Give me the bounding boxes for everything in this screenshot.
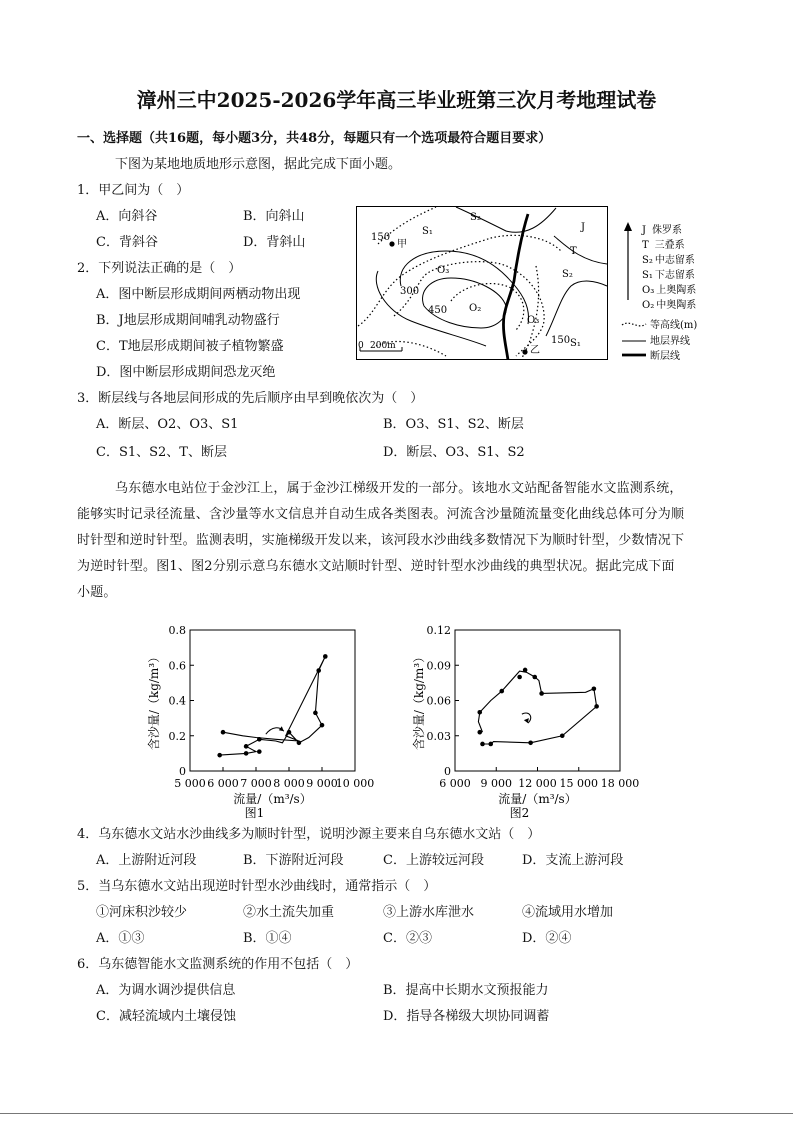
y-tick-label: 0.03 [426,729,451,743]
passage-line: 能够实时记录径流量、含沙量等水文信息并自动生成各类图表。河流含沙量随流量变化曲线总体可分为顺 [77,507,685,522]
passage-line: 为逆时针型。图1、图2分别示意乌东德水文站顺时针型、逆时针型水沙曲线的典型状况。据此完成下面 [77,559,675,574]
x-tick-label: 6 000 [439,777,471,790]
legend-contour-label: 等高线(m) [650,320,698,331]
q4-option-a: A．上游附近河段 [96,853,197,868]
contour-line [358,235,561,326]
q5-option-c: C．②③ [383,931,432,946]
q2-option-c: C．T地层形成期间被子植物繁盛 [96,339,284,354]
svg-text:O₃上奥陶系: O₃ 上奥陶系 [642,285,697,296]
data-point [316,668,321,673]
label-jia: 甲 [397,239,407,250]
data-point [257,749,262,754]
data-point [217,753,222,758]
q1-option-b: B．向斜山 [243,209,305,224]
chart-title: 图2 [509,806,530,820]
x-tick-label: 18 000 [600,777,640,790]
scale-zero: 0 [358,341,364,351]
x-axis-label: 流量/（m³/s） [498,792,577,806]
label-o2: O₂ [469,303,482,314]
passage-line: 小题。 [77,585,117,600]
question-3: 3．断层线与各地层间形成的先后顺序由早到晚依次为（ ） [77,391,424,406]
svg-text:O₂中奥陶系: O₂ 中奥陶系 [642,300,697,311]
legend-contour-symbol [622,323,646,326]
point-jia [389,241,394,246]
svg-text:T三叠系: T 三叠系 [642,240,685,251]
strata-boundary [546,281,607,336]
q3-option-b: B．O3、S1、S2、断层 [383,417,524,432]
data-point [594,704,599,709]
label-yi: 乙 [530,345,540,356]
page-title: 漳州三中2025-2026学年高三毕业班第三次月考地理试卷 [136,88,657,112]
label-s1-east: S₁ [570,338,581,349]
series-line [220,656,326,755]
q2-option-a: A．图中断层形成期间两栖动物出现 [96,287,301,302]
q5-statement-3: ③上游水库泄水 [383,905,475,920]
question-5: 5．当乌东德水文站出现逆时针型水沙曲线时，通常指示（ ） [77,879,437,894]
q1-option-a: A．向斜谷 [96,209,158,224]
y-tick-label: 0.12 [426,624,451,637]
label-j: J [581,222,586,233]
question-1: 1．甲乙间为（ ） [77,183,190,198]
svg-text:S₁下志留系: S₁ 下志留系 [642,270,695,281]
y-tick-label: 0.4 [168,694,186,708]
data-point [532,675,537,680]
data-point [244,744,249,749]
q3-option-d: D．断层、O3、S1、S2 [383,445,525,460]
q4-option-c: C．上游较远河段 [383,853,484,868]
data-point [560,733,565,738]
q3-option-c: C．S1、S2、T、断层 [96,445,227,460]
data-point [244,751,249,756]
q5-statement-1: ①河床积沙较少 [96,905,188,920]
y-tick-label: 0.06 [426,694,451,708]
x-axis-label: 流量/（m³/s） [233,792,312,806]
map-legend [618,222,718,367]
data-point [488,742,493,747]
chart-figure-2 [405,618,655,828]
data-point [313,711,318,716]
q5-statement-2: ②水土流失加重 [243,905,335,920]
label-contour-300: 300 [400,286,420,297]
page-bottom-rule [0,1113,793,1114]
chart-title: 图1 [244,806,265,820]
strata-boundary [423,278,507,328]
label-contour-150: 150 [371,232,391,243]
data-point [297,741,302,746]
arrowhead-icon [279,726,284,731]
y-tick-label: 0.09 [426,659,451,673]
label-contour-150-east: 150 [551,335,571,346]
label-o3: O₃ [437,265,450,276]
data-point [287,730,292,735]
x-tick-label: 5 000 [174,777,206,790]
svg-text:S₂中志留系: S₂ 中志留系 [642,255,695,266]
question-4: 4．乌东德水文站水沙曲线多为顺时针型，说明沙源主要来自乌东德水文站（ ） [77,827,541,842]
point-yi [522,349,527,354]
data-point [528,741,533,746]
passage-line: 乌东德水电站位于金沙江上，属于金沙江梯级开发的一部分。该地水文站配备智能水文监测系统， [115,481,683,496]
legend-fault-label: 断层线 [650,351,680,362]
q6-option-b: B．提高中长期水文预报能力 [383,983,549,998]
x-tick-label: 6 000 [207,777,239,790]
y-axis-label: 含沙量/（kg/m³） [412,650,426,751]
q6-option-d: D．指导各梯级大坝协同调蓄 [383,1009,550,1024]
x-tick-label: 10 000 [335,777,375,790]
series-line [478,671,596,744]
label-s1: S₁ [422,226,433,237]
q6-option-c: C．减轻流域内土壤侵蚀 [96,1009,236,1024]
question-6: 6．乌东德智能水文监测系统的作用不包括（ ） [77,957,359,972]
label-s2: S₂ [470,212,481,223]
y-axis-label: 含沙量/（kg/m³） [147,650,161,751]
q1-option-c: C．背斜谷 [96,235,158,250]
data-point [477,730,482,735]
y-tick-label: 0.8 [168,624,186,637]
legend-boundary-label: 地层界线 [650,336,690,347]
section-heading: 一、选择题（共16题，每小题3分，共48分，每题只有一个选项最符合题目要求） [77,131,552,146]
x-tick-label: 12 000 [518,777,557,790]
x-tick-label: 8 000 [273,777,305,790]
y-tick-label: 0 [444,765,451,778]
q6-option-a: A．为调水调沙提供信息 [96,983,236,998]
x-tick-label: 9 000 [480,777,512,790]
data-point [323,654,328,659]
arrow-up-icon [624,222,632,231]
q5-option-b: B．①④ [243,931,292,946]
label-t: T [570,246,577,257]
svg-text:J侏罗系: J 侏罗系 [642,225,683,236]
chart-figure-1 [140,618,390,828]
q1-option-d: D．背斜山 [243,235,306,250]
q5-option-a: A．①③ [96,931,145,946]
contour-line [451,284,524,330]
geology-map [356,206,608,360]
y-tick-label: 0.6 [168,659,186,673]
q2-option-d: D．图中断层形成期间恐龙灭绝 [96,365,276,380]
question-2: 2．下列说法正确的是（ ） [77,261,242,276]
data-point [320,723,325,728]
passage-line: 时针型和逆时针型。监测表明，实施梯级开发以来，该河段水沙曲线多数情况下为顺时针型，少数情况下 [77,533,685,548]
q5-option-d: D．②④ [522,931,572,946]
data-point [592,686,597,691]
label-s2-east: S₂ [562,269,573,280]
y-tick-label: 0.2 [168,729,186,743]
data-point [523,668,528,673]
data-point [517,675,522,680]
q5-statement-4: ④流域用水增加 [522,905,614,920]
q4-option-b: B．下游附近河段 [243,853,344,868]
intro-text: 下图为某地地质地形示意图，据此完成下面小题。 [115,157,402,172]
x-tick-label: 15 000 [559,777,598,790]
data-point [539,691,544,696]
data-point [257,737,262,742]
label-contour-450: 450 [428,305,448,316]
x-tick-label: 7 000 [240,777,272,790]
plot-frame [190,630,355,771]
data-point [480,742,485,747]
data-point [221,730,226,735]
q3-option-a: A．断层、O2、O3、S1 [96,417,239,432]
scale-label: 200m [370,341,396,351]
data-point [477,710,482,715]
x-tick-label: 9 000 [306,777,338,790]
q4-option-d: D．支流上游河段 [522,853,624,868]
q2-option-b: B．J地层形成期间哺乳动物盛行 [96,313,280,328]
label-o3-east: O₃ [527,315,540,326]
y-tick-label: 0 [179,765,186,778]
strata-boundary [554,236,607,264]
data-point [499,689,504,694]
